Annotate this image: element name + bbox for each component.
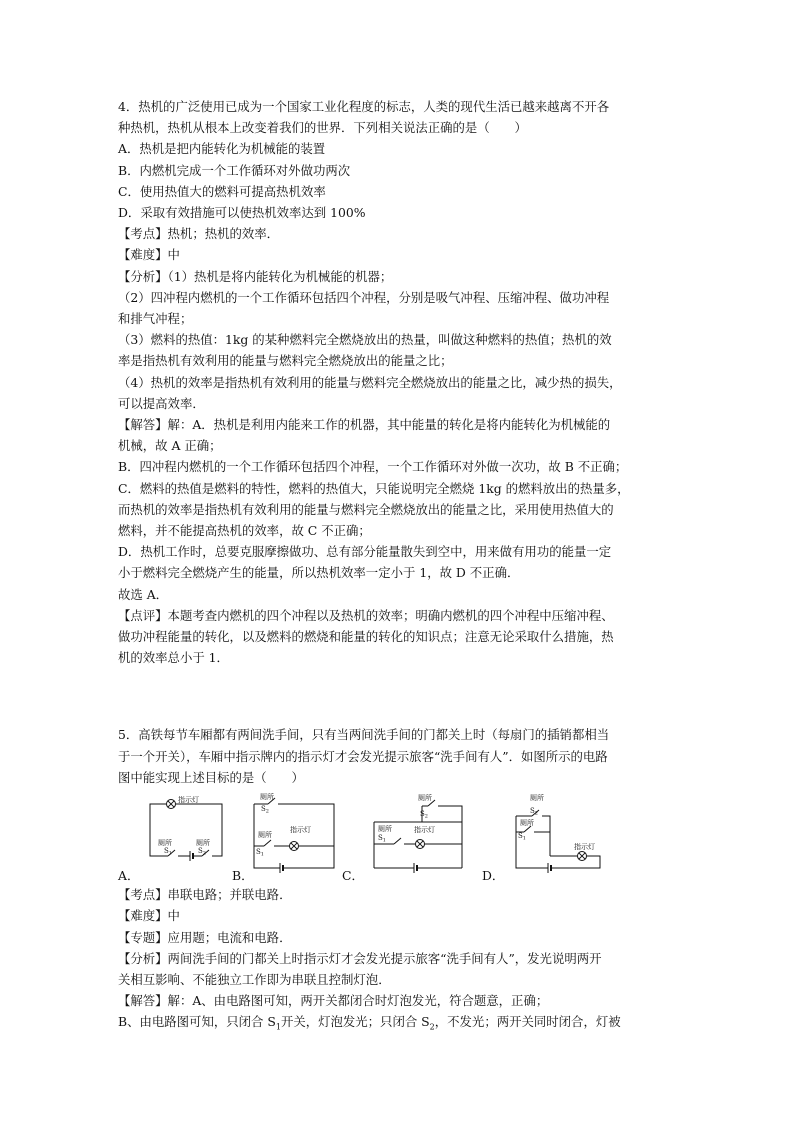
label-toilet: 厕所	[520, 819, 534, 828]
label-indicator: 指示灯	[290, 826, 311, 835]
q4-answer: 故选 A．	[118, 586, 169, 602]
option-a-label: A．	[118, 868, 140, 884]
q4-line: 小于燃料完全燃烧产生的能量，所以热机效率一定小于 1，故 D 不正确．	[118, 565, 520, 581]
label-s2: $S_2$	[198, 847, 206, 857]
label-s1: $S_1$	[164, 847, 172, 857]
label-indicator: 指示灯	[414, 826, 435, 835]
option-b-label: B．	[232, 868, 254, 884]
circuit-b	[250, 792, 340, 876]
q5-knowledge-point: 【考点】串联电路；并联电路．	[118, 887, 292, 903]
q4-knowledge-point: 【考点】热机；热机的效率．	[118, 226, 280, 242]
label-toilet: 厕所	[158, 839, 172, 848]
q4-line: D．热机工作时，总要克服摩擦做功、总有部分能量散失到空中，用来做有用功的能量一定	[118, 544, 612, 560]
label-s1: $S_1$	[378, 834, 386, 844]
q4-line: （2）四冲程内燃机的一个工作循环包括四个冲程，分别是吸气冲程、压缩冲程、做功冲程	[118, 289, 610, 305]
q4-line: （4）热机的效率是指热机有效利用的能量与燃料完全燃烧放出的能量之比，减少热的损失，	[118, 374, 622, 390]
q5-line: 于一个开关），车厢中指示牌内的指示灯才会发光提示旅客“洗手间有人”．如图所示的电路	[118, 748, 608, 764]
q4-line: 机械，故 A 正确；	[118, 438, 222, 454]
label-s2: $S_2$	[420, 810, 428, 820]
q5-line: 关相互影响、不能独立工作即为串联且控制灯泡．	[118, 971, 391, 987]
q5-line: 图中能实现上述目标的是（ ）	[118, 769, 304, 785]
q4-option-a: A．热机是把内能转化为机械能的装置	[118, 141, 326, 157]
circuit-c	[370, 792, 466, 876]
q4-option-d: D．采取有效措施可以使热机效率达到 100%	[118, 205, 366, 221]
q4-line: B．四冲程内燃机的一个工作循环包括四个冲程，一个工作循环对外做一次功，故 B 不正确；	[118, 459, 628, 475]
q4-line: 做功冲程能量的转化，以及燃料的燃烧和能量的转化的知识点；注意无论采取什么措施，热	[118, 629, 614, 645]
label-s1: $S_1$	[256, 848, 264, 858]
q4-line: 4．热机的广泛使用已成为一个国家工业化程度的标志，人类的现代生活已越来越离不开各	[118, 99, 610, 114]
label-toilet: 厕所	[196, 839, 210, 848]
q4-line: C．燃料的热值是燃料的特性，燃料的热值大，只能说明完全燃烧 1kg 的燃料放出的热量多，	[118, 480, 630, 496]
label-s2: $S_2$	[530, 807, 538, 817]
q4-line: 而热机的效率是指热机有效利用的能量与燃料完全燃烧放出的能量之比，采用使用热值大的	[118, 501, 614, 517]
q5-line: 5．高铁每节车厢都有两间洗手间，只有当两间洗手间的门都关上时（每扇门的插销都相当	[118, 727, 610, 743]
q5-topic: 【专题】应用题；电流和电路．	[118, 929, 292, 945]
question-4	[118, 96, 678, 668]
q4-line: 机的效率总小于 1．	[118, 650, 229, 666]
q4-comment: 【点评】本题考查内燃机的四个冲程以及热机的效率；明确内燃机的四个冲程中压缩冲程、	[118, 607, 614, 623]
q5-solution: 【解答】解：A、由电路图可知，两开关都闭合时灯泡发光，符合题意，正确；	[118, 993, 549, 1009]
label-toilet: 厕所	[260, 793, 274, 802]
q4-option-b: B．内燃机完成一个工作循环对外做功两次	[118, 162, 351, 178]
q4-line: 种热机，热机从根本上改变着我们的世界．下列相关说法正确的是（ ）	[118, 120, 527, 136]
circuit-options	[118, 792, 678, 884]
label-s2: $S_2$	[261, 805, 269, 815]
q5-difficulty: 【难度】中	[118, 908, 180, 924]
circuit-a	[146, 792, 226, 864]
option-d-label: D．	[482, 868, 505, 884]
label-s1: $S_1$	[518, 832, 526, 842]
label-toilet: 厕所	[378, 825, 392, 834]
circuit-d	[508, 792, 608, 876]
page	[118, 96, 678, 1038]
q4-option-c: C．使用热值大的燃料可提高热机效率	[118, 183, 326, 199]
q4-solution: 【解答】解：A．热机是利用内能来工作的机器，其中能量的转化是将内能转化为机械能的	[118, 417, 611, 433]
label-indicator: 指示灯	[574, 843, 595, 852]
label-toilet: 厕所	[258, 831, 272, 840]
q4-line: 率是指热机有效利用的能量与燃料完全燃烧放出的能量之比；	[118, 353, 453, 369]
option-c-label: C．	[342, 868, 364, 884]
q4-line: 燃料，并不能提高热机的效率，故 C 不正确；	[118, 523, 371, 539]
q4-line: 和排气冲程；	[118, 311, 193, 327]
q4-analysis: 【分析】（1）热机是将内能转化为机械能的机器；	[118, 268, 393, 284]
q5-line: B、由电路图可知，只闭合 $S_1$开关，灯泡发光；只闭合 $S_2$，不发光；两开关同时闭合，灯被	[118, 1014, 621, 1032]
q4-line: 可以提高效率．	[118, 395, 205, 411]
q4-line: （3）燃料的热值：1kg 的某种燃料完全燃烧放出的热量，叫做这种燃料的热值；热机的效	[118, 332, 612, 348]
label-toilet: 厕所	[418, 794, 432, 803]
question-5	[118, 724, 678, 1038]
q4-difficulty: 【难度】中	[118, 247, 180, 263]
q5-analysis: 【分析】两间洗手间的门都关上时指示灯才会发光提示旅客“洗手间有人”，发光说明两开	[118, 950, 602, 966]
label-toilet: 厕所	[530, 794, 544, 803]
label-indicator: 指示灯	[178, 796, 199, 805]
